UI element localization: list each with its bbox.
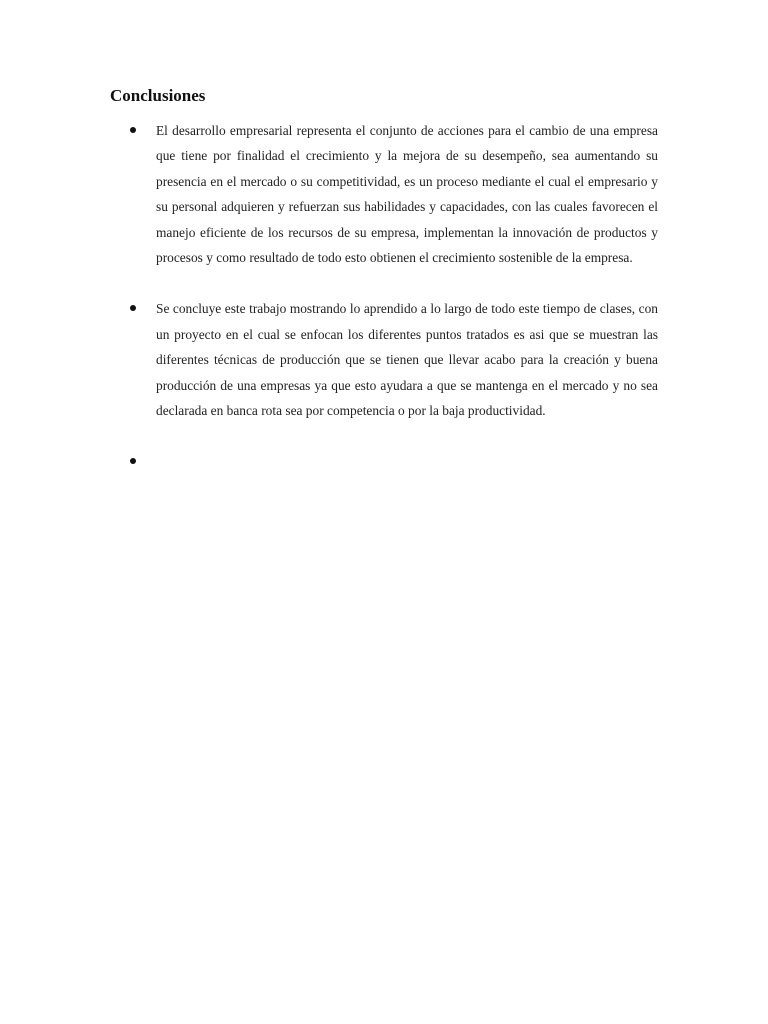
list-item-text: El desarrollo empresarial representa el conjunto de acciones para el cambio de una empresa que tiene por finalidad el crecimiento y la mejora de su desempeño, sea aumentando su presencia en el mercado o su competitividad, es un proceso mediante el cual el empresario y su personal adquieren y refuerzan sus habilidades y capacidades, con las cuales favorecen el manejo eficiente de los recursos de su empresa, implementan la innovación de productos y procesos y como resultado de todo esto obtienen el crecimiento sostenible de la empresa.: [156, 123, 658, 266]
list-item-empty: [0, 449, 768, 474]
bullet-icon: [130, 458, 136, 464]
conclusions-list: [0, 118, 768, 500]
section-heading: Conclusiones: [110, 86, 206, 105]
list-item-text: Se concluye este trabajo mostrando lo aprendido a lo largo de todo este tiempo de clases, con un proyecto en el cual se enfocan los diferentes puntos tratados es asi que se muestran las diferentes técnicas de producción que se tienen que llevar acabo para la creación y buena producción de una empresas ya que esto ayudara a que se mantenga en el mercado y no sea declarada en banca rota sea por competencia o por la baja productividad.: [156, 301, 658, 419]
list-item: [0, 118, 768, 270]
list-item: [0, 296, 768, 423]
bullet-icon: [130, 305, 136, 311]
bullet-icon: [130, 127, 136, 133]
